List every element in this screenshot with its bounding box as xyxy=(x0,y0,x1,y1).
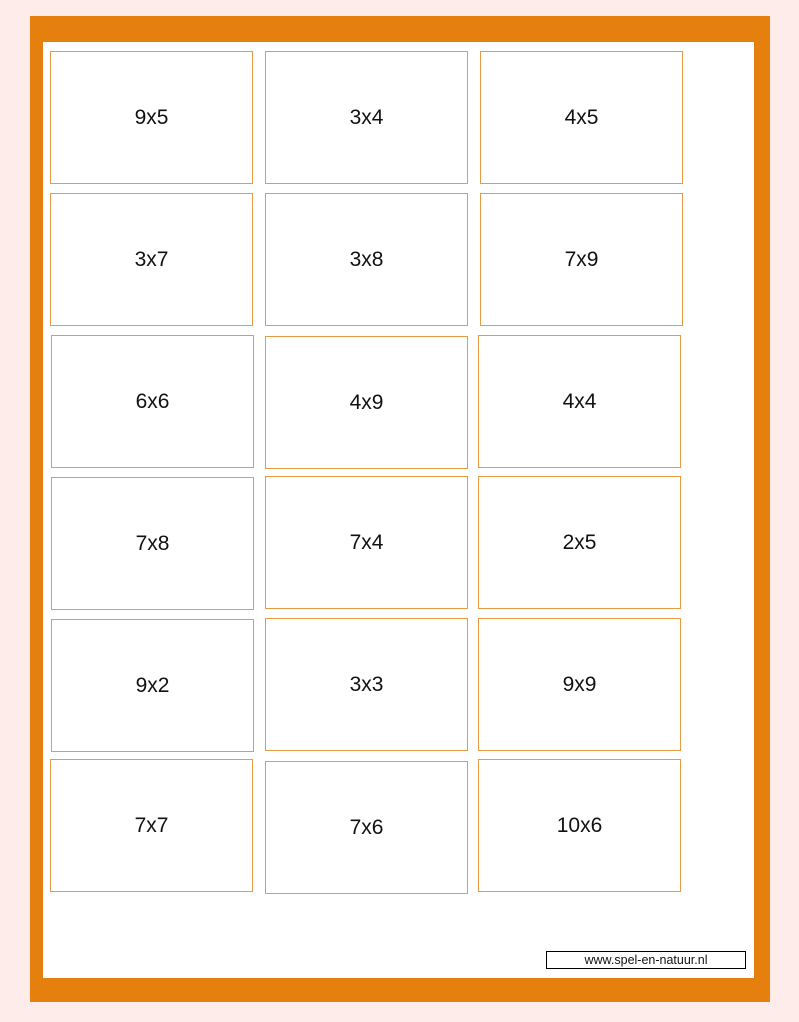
card-label: 2x5 xyxy=(562,530,597,554)
card-label: 7x7 xyxy=(134,813,169,837)
card xyxy=(50,759,253,892)
card xyxy=(478,618,681,751)
card xyxy=(265,761,468,894)
card-label: 9x9 xyxy=(562,672,597,696)
card xyxy=(265,336,468,469)
card xyxy=(480,193,683,326)
card-label: 7x9 xyxy=(564,247,599,271)
card-label: 4x4 xyxy=(562,389,597,413)
card xyxy=(265,193,468,326)
card-label: 4x5 xyxy=(564,105,599,129)
card xyxy=(51,335,254,468)
card-label: 9x2 xyxy=(135,673,170,697)
website-url: www.spel-en-natuur.nl xyxy=(546,951,746,969)
card xyxy=(478,335,681,468)
card-label: 3x7 xyxy=(134,247,169,271)
card xyxy=(478,759,681,892)
card-label: 7x4 xyxy=(349,530,384,554)
card-label: 9x5 xyxy=(134,105,169,129)
card-sheet xyxy=(43,42,754,978)
card xyxy=(51,477,254,610)
card-label: 6x6 xyxy=(135,389,170,413)
card-label: 7x8 xyxy=(135,531,170,555)
card-label: 3x4 xyxy=(349,105,384,129)
card xyxy=(265,476,468,609)
card xyxy=(50,51,253,184)
card-label: 3x8 xyxy=(349,247,384,271)
card xyxy=(50,193,253,326)
orange-frame xyxy=(30,16,770,1002)
card-label: 3x3 xyxy=(349,672,384,696)
card-label: 10x6 xyxy=(556,813,603,837)
card xyxy=(478,476,681,609)
card-label: 4x9 xyxy=(349,390,384,414)
card xyxy=(480,51,683,184)
card xyxy=(265,618,468,751)
card xyxy=(265,51,468,184)
card-label: 7x6 xyxy=(349,815,384,839)
card xyxy=(51,619,254,752)
